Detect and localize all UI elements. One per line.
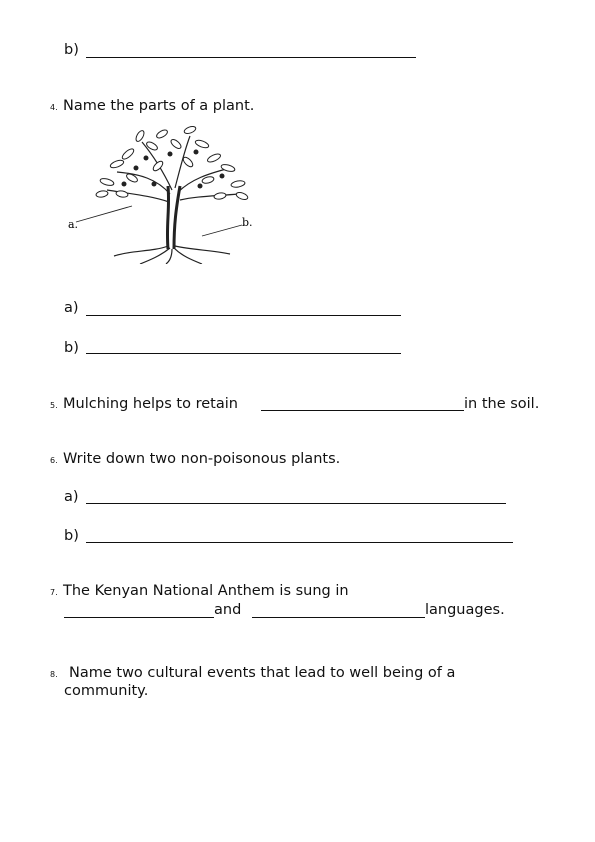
q4-b-answer-line[interactable] (86, 353, 401, 354)
plant-diagram (62, 124, 262, 264)
q7-text: The Kenyan National Anthem is sung in (63, 583, 349, 599)
q5-question (50, 396, 238, 412)
q6-b-answer-line[interactable] (86, 542, 513, 543)
q8-question (50, 665, 455, 681)
q7-after-text: languages. (425, 602, 505, 618)
q6-text: Write down two non-poisonous plants. (63, 451, 341, 467)
q4-question (50, 98, 254, 114)
q4-a-label: a) (64, 300, 79, 316)
q7-answer-line-2[interactable] (252, 617, 425, 618)
q5-answer-line[interactable] (261, 410, 464, 411)
q8-number: 8. (50, 670, 58, 679)
q5-text: Mulching helps to retain (63, 396, 238, 412)
q3-b-label: b) (64, 42, 79, 58)
q4-b-label: b) (64, 340, 79, 356)
q8-text-line2: community. (64, 683, 149, 699)
q4-a-answer-line[interactable] (86, 315, 401, 316)
q5-after-text: in the soil. (464, 396, 540, 412)
q5-number: 5. (50, 401, 58, 410)
q6-question (50, 451, 340, 467)
q6-a-label: a) (64, 489, 79, 505)
q6-a-answer-line[interactable] (86, 503, 506, 504)
q7-answer-line-1[interactable] (64, 617, 214, 618)
diagram-label-b: b. (242, 216, 253, 229)
q6-b-label: b) (64, 528, 79, 544)
q7-number: 7. (50, 588, 58, 597)
q4-number: 4. (50, 103, 58, 112)
q6-number: 6. (50, 456, 58, 465)
q3-b-answer-line[interactable] (86, 57, 416, 58)
q8-text-line1: Name two cultural events that lead to well being of a (69, 665, 456, 681)
diagram-label-a: a. (68, 218, 79, 231)
q7-and-text: and (214, 602, 242, 618)
q4-text: Name the parts of a plant. (63, 98, 255, 114)
q7-question (50, 583, 349, 599)
